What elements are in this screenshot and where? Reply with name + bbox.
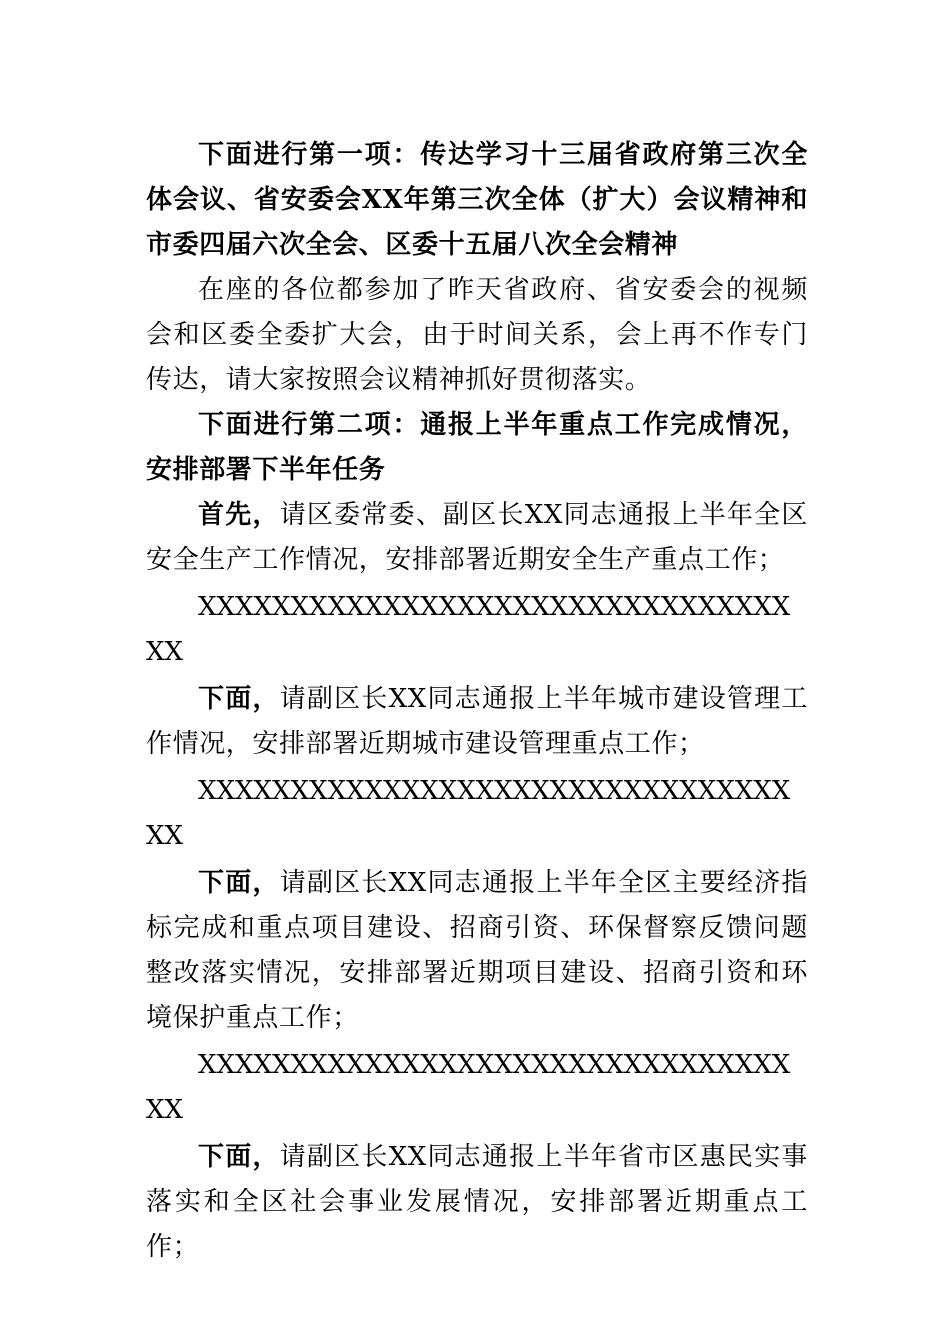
speaker-one-lead: 首先，	[198, 500, 280, 530]
item-one-body	[146, 268, 808, 403]
placeholder-line-one	[146, 585, 808, 675]
item-one-heading	[146, 133, 808, 268]
speaker-two-text: 请副区长XX同志通报上半年城市建设管理工作情况，安排部署近期城市建设管理重点工作；	[146, 684, 808, 759]
speaker-one-paragraph	[146, 493, 808, 583]
speaker-two-lead: 下面，	[198, 684, 280, 714]
placeholder-two-text: XXXXXXXXXXXXXXXXXXXXXXXXXXXXXXXXXX	[146, 776, 791, 851]
speaker-two-paragraph	[146, 677, 808, 767]
speaker-four-text: 请副区长XX同志通报上半年省市区惠民实事落实和全区社会事业发展情况，安排部署近期重点工作；	[146, 1142, 808, 1262]
placeholder-line-two	[146, 769, 808, 859]
speaker-four-paragraph	[146, 1135, 808, 1270]
speaker-three-lead: 下面，	[198, 868, 280, 898]
speaker-four-lead: 下面，	[198, 1142, 280, 1172]
placeholder-one-text: XXXXXXXXXXXXXXXXXXXXXXXXXXXXXXXXXX	[146, 592, 791, 667]
speaker-one-text: 请区委常委、副区长XX同志通报上半年全区安全生产工作情况，安排部署近期安全生产重点工作；	[146, 500, 808, 575]
document-page	[146, 133, 808, 1270]
item-one-body-text: 在座的各位都参加了昨天省政府、省安委会的视频会和区委全委扩大会，由于时间关系，会上再不作专门传达，请大家按照会议精神抓好贯彻落实。	[146, 275, 808, 395]
speaker-three-paragraph	[146, 861, 808, 1041]
item-one-heading-text: 下面进行第一项：传达学习十三届省政府第三次全体会议、省安委会XX年第三次全体（扩大）会议精神和市委四届六次全会、区委十五届八次全会精神	[146, 140, 808, 260]
item-two-heading	[146, 403, 808, 493]
placeholder-three-text: XXXXXXXXXXXXXXXXXXXXXXXXXXXXXXXXXX	[146, 1050, 791, 1125]
item-two-heading-text: 下面进行第二项：通报上半年重点工作完成情况，安排部署下半年任务	[146, 410, 808, 485]
placeholder-line-three	[146, 1043, 808, 1133]
speaker-three-text: 请副区长XX同志通报上半年全区主要经济指标完成和重点项目建设、招商引资、环保督察反馈问题整改落实情况，安排部署近期项目建设、招商引资和环境保护重点工作；	[146, 868, 808, 1033]
